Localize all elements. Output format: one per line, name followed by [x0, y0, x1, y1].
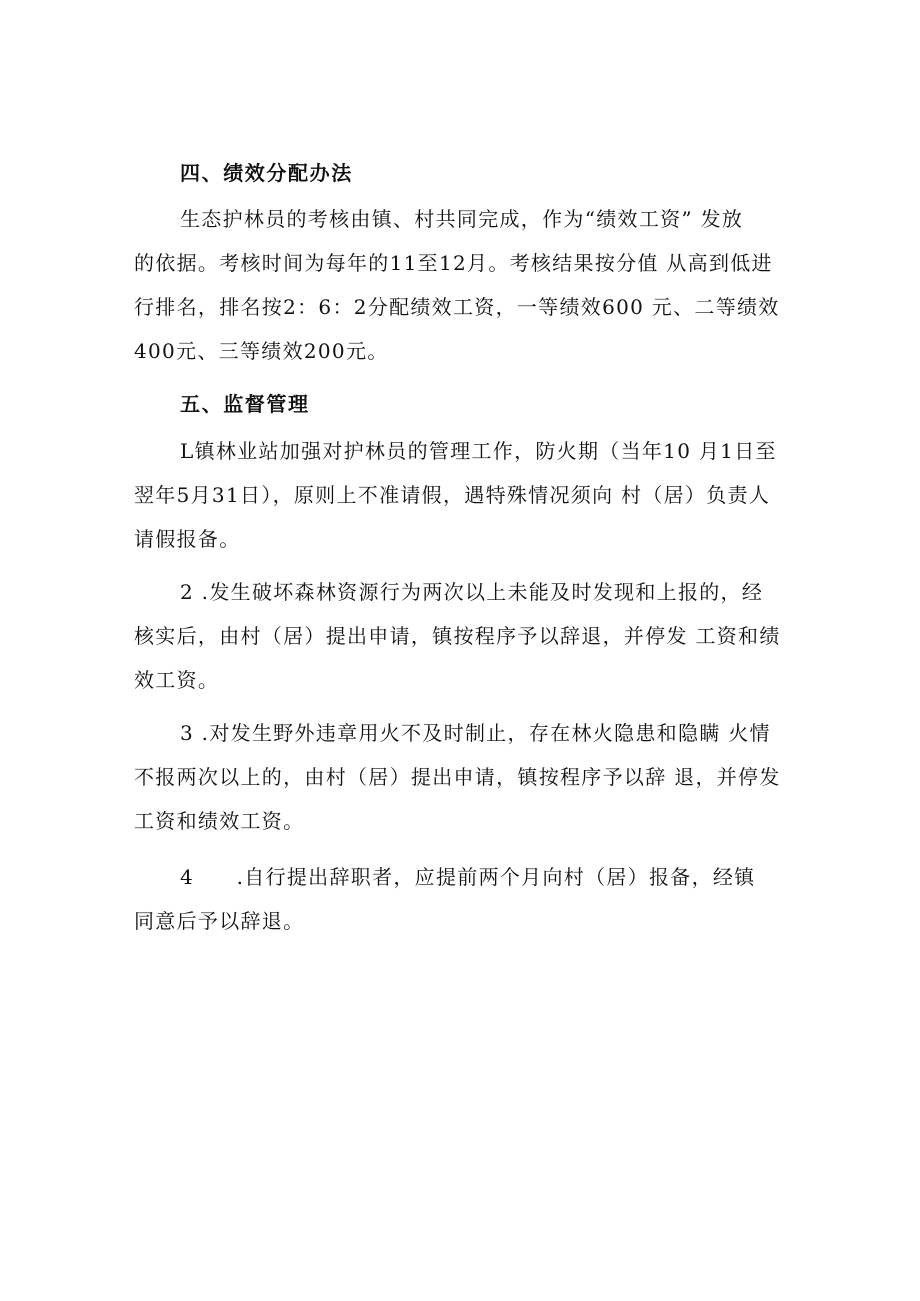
text-line: 的依据。考核时间为每年的11至12月。考核结果按分值 从高到低进: [134, 251, 773, 275]
text-line: 翌年5月31日），原则上不准请假，遇特殊情况须向 村（居）负责人: [134, 483, 771, 507]
text-line: L镇林业站加强对护林员的管理工作，防火期（当年10 月1日至: [180, 439, 777, 463]
section-heading-supervision: [134, 382, 794, 426]
text-line: 请假报备。: [134, 527, 241, 551]
text-line: 行排名，排名按2：6：2分配绩效工资，一等绩效600 元、二等绩效: [134, 295, 780, 319]
text-line: 400元、三等绩效200元。: [134, 339, 389, 363]
text-line: 3 .对发生野外违章用火不及时制止，存在林火隐患和隐瞒 火情: [180, 721, 771, 745]
paragraph-supervision-2: [134, 570, 794, 702]
text-line: 4 .自行提出辞职者，应提前两个月向村（居）报备，经镇: [180, 865, 756, 889]
text-line: 不报两次以上的，由村（居）提出申请，镇按程序予以辞 退，并停发: [134, 765, 781, 789]
text-line: 2 .发生破坏森林资源行为两次以上未能及时发现和上报的，经: [180, 580, 764, 604]
text-line: 核实后，由村（居）提出申请，镇按程序予以辞退，并停发 工资和绩: [134, 624, 781, 648]
text-line: 效工资。: [134, 668, 220, 692]
paragraph-performance: [134, 197, 794, 373]
heading-text: 五、监督管理: [180, 392, 310, 416]
paragraph-supervision-4: [134, 855, 794, 943]
text-line: 同意后予以辞退。: [134, 909, 305, 933]
paragraph-supervision-3: [134, 711, 794, 843]
section-heading-performance: [134, 151, 794, 195]
heading-text: 四、绩效分配办法: [180, 161, 353, 185]
text-line: 工资和绩效工资。: [134, 809, 305, 833]
text-line: 生态护林员的考核由镇、村共同完成，作为“绩效工资” 发放: [180, 207, 744, 231]
paragraph-supervision-1: [134, 429, 794, 561]
